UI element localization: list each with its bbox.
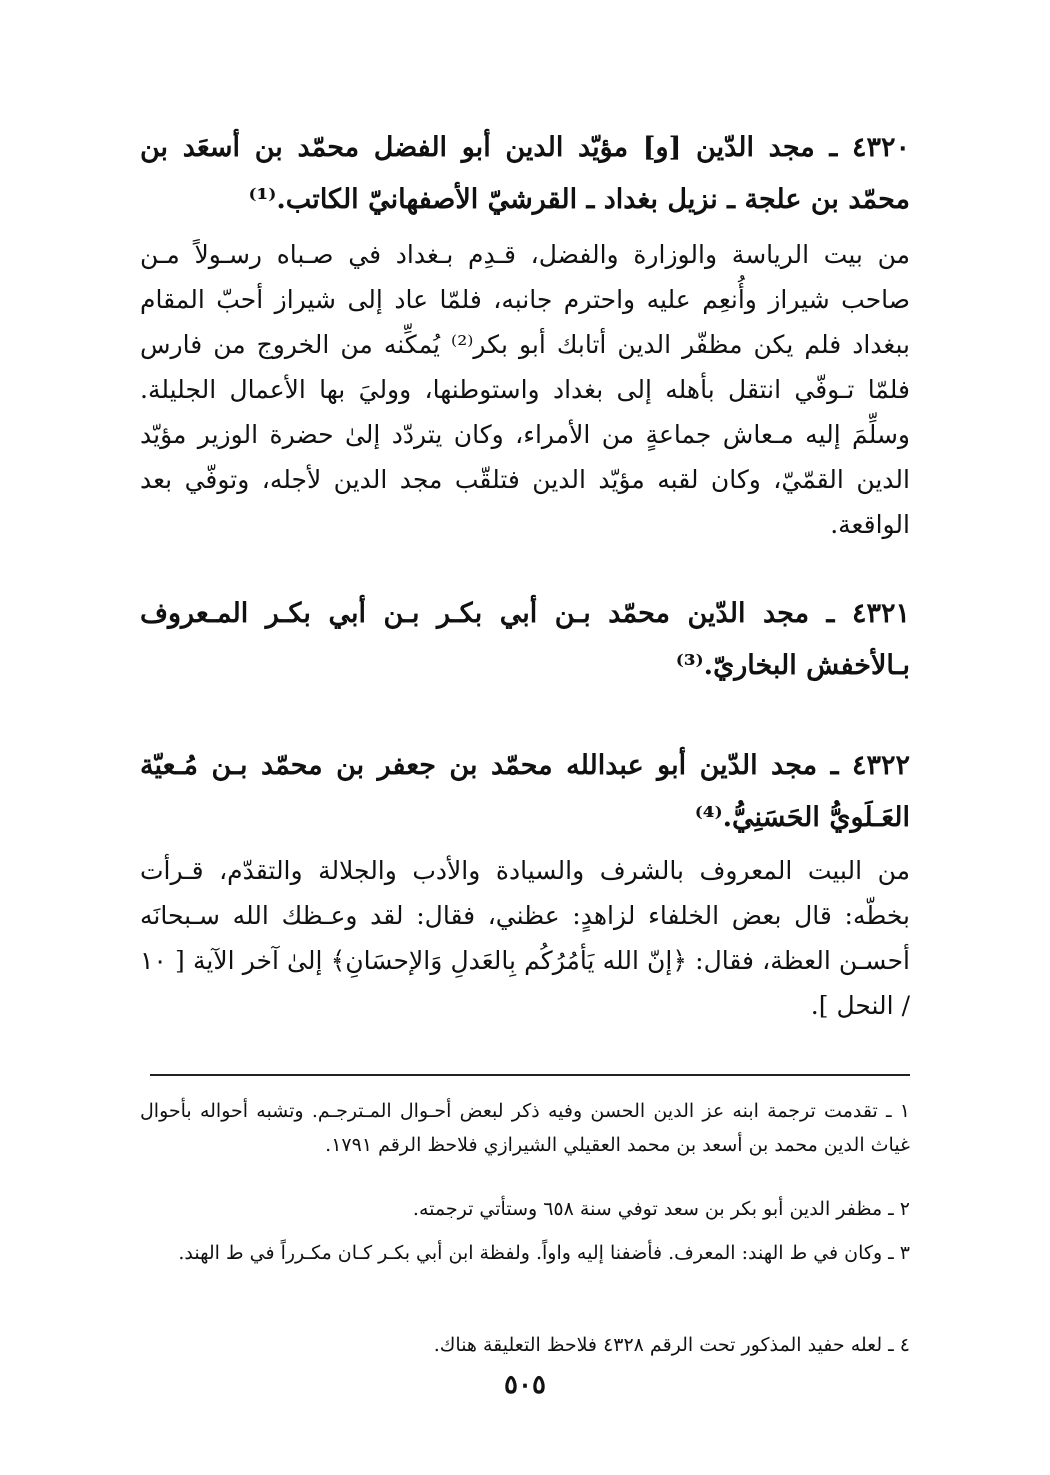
page-number: ٥٠٥	[504, 1370, 546, 1400]
footnote-divider	[150, 1074, 910, 1076]
entry-heading: ٤٣٢١ ـ مجد الدّين محمّد بـن أبي بكـر بـن أبي بكـر المـعروف بـالأخفش البخاريّ.⁽³⁾	[140, 598, 910, 681]
entry-heading: ٤٣٢٠ ـ مجد الدّين [و] مؤيّد الدين أبو الفضل محمّد بن أسعَد بن محمّد بن علجة ـ نزيل بغداد ـ القرشيّ الأصفهانيّ الكاتب.⁽¹⁾	[140, 132, 910, 215]
footnote: ٤ ـ لعله حفيد المذكور تحت الرقم ٤٣٢٨ فلاحظ التعليقة هناك.	[433, 1334, 910, 1356]
footnote: ٢ ـ مظفر الدين أبو بكر بن سعد توفي سنة ٦٥٨ وستأتي ترجمته.	[412, 1198, 910, 1220]
entry-body: من بيت الرياسة والوزارة والفضل، قـدِم بـغداد في صـباه رسـولاً مـن صاحب شيراز وأُنعِم عليه واحترم جانبه، فلمّا عاد إلى شيراز أحبّ المقام ببغداد فلم يكن مظفّر الدين أتابك أبو بكر⁽²⁾ يُمكِّنه من الخروج من فارس فلمّا تـوفّي انتقل بأهله إلى بغداد واستوطنها، ووليَ بها الأعمال الجليلة. وسلِّمَ إليه مـعاش جماعةٍ من الأمراء، وكان يتردّد إلىٰ حضرة الوزير مؤيّد الدين القمّيّ، وكان لقبه مؤيّد الدين فتلقّب مجد الدين لأجله، وتوفّي بعد الواقعة.	[140, 240, 910, 539]
footnote: ٣ ـ وكان في ط الهند: المعرف. فأضفنا إليه واواً. ولفظة ابن أبي بكـر كـان مكـرراً في ط الهند.	[178, 1242, 910, 1264]
entry-body: من البيت المعروف بالشرف والسيادة والأدب والجلالة والتقدّم، قـرأت بخطّه: قال بعض الخلفاء لزاهدٍ: عظني، فقال: لقد وعـظك الله سـبحانَه أحسـن العظة، فقال: ﴿إنّ الله يَأمُرُكُم بِالعَدلِ وَالإحسَانِ﴾ إلىٰ آخر الآية [ ١٠ / النحل ].	[140, 856, 910, 1020]
footnote: ١ ـ تقدمت ترجمة ابنه عز الدين الحسن وفيه ذكر لبعض أحـوال المـترجـم. وتشبه أحواله بأحوال غياث الدين محمد بن أسعد بن محمد العقيلي الشيرازي فلاحظ الرقم ١٧٩١.	[140, 1100, 910, 1156]
entry-heading: ٤٣٢٢ ـ مجد الدّين أبو عبدالله محمّد بن جعفر بن محمّد بـن مُـعيّة العَـلَويُّ الحَسَنِيُّ.⁽⁴⁾	[140, 750, 910, 833]
